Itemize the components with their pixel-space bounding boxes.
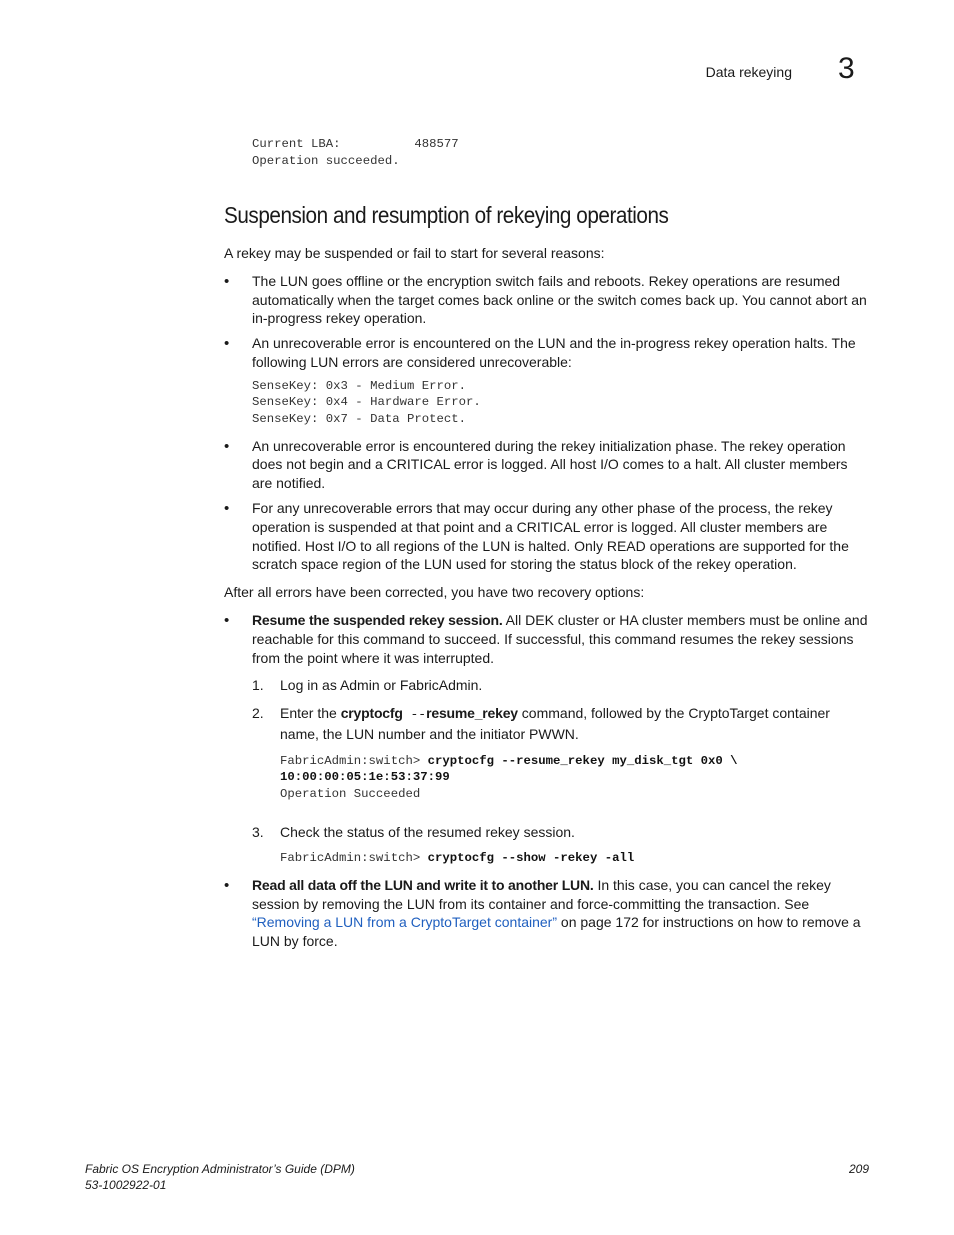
option-lead: Read all data off the LUN and write it to another LUN. xyxy=(252,876,594,893)
step-text: Check the status of the resumed rekey session. xyxy=(280,823,575,840)
show-command-code-block xyxy=(280,850,870,867)
code-line: SenseKey: 0x4 - Hardware Error. xyxy=(252,395,481,410)
option-text: All DEK cluster or HA cluster members must be online and reachable for this command to succeed. If successful, this command resumes the rekey sessions from the point where it was interrupted. xyxy=(252,611,868,666)
list-item xyxy=(224,876,870,951)
reasons-list xyxy=(224,272,870,574)
option-text-post: on page 172 for instructions on how to remove a LUN by force. xyxy=(252,914,861,950)
step-text-pre: Enter the xyxy=(280,705,341,722)
list-item-text: An unrecoverable error is encountered on the LUN and the in-progress rekey operation halts. The following LUN errors are considered unrecoverable: xyxy=(252,335,856,370)
step-item xyxy=(252,676,870,695)
list-item xyxy=(224,334,870,427)
running-header-section: Data rekeying xyxy=(705,64,792,80)
step-text-post: command, followed by the CryptoTarget container name, the LUN number and the initiator PWWN. xyxy=(280,705,830,742)
code-line: Current LBA: 488577 xyxy=(252,137,459,151)
list-item xyxy=(224,437,870,493)
list-item xyxy=(224,499,870,574)
command-name: cryptocfg xyxy=(340,705,403,722)
list-item xyxy=(224,272,870,328)
recovery-options-list xyxy=(224,611,870,951)
bullet-icon xyxy=(224,437,252,457)
section-title: Suspension and resumption of rekeying operations xyxy=(224,202,669,228)
code-command: cryptocfg --show -rekey -all xyxy=(427,851,635,866)
procedure-steps xyxy=(252,676,870,867)
option-lead: Resume the suspended rekey session. xyxy=(252,611,503,628)
code-result: Operation Succeeded xyxy=(280,786,421,801)
list-item-text: The LUN goes offline or the encryption switch fails and reboots. Rekey operations are resumed automatically when the target comes back online or the switch comes back up. You cannot abort an in-progress rekey operation. xyxy=(252,272,867,327)
recovery-intro-paragraph: After all errors have been corrected, you have two recovery options: xyxy=(224,584,645,601)
step-number: 2. xyxy=(252,705,264,722)
page-number: 209 xyxy=(848,1162,869,1176)
step-number: 1. xyxy=(252,677,264,694)
command-option: resume_rekey xyxy=(426,705,518,722)
main-content xyxy=(224,244,870,951)
option-text: In this case, you can cancel the rekey session by removing the LUN from its container and force-committing the transaction. See xyxy=(252,876,831,912)
list-item xyxy=(224,611,870,867)
bullet-icon xyxy=(224,334,252,354)
bullet-icon xyxy=(224,611,252,631)
chapter-number: 3 xyxy=(838,52,855,85)
resume-command-code-block xyxy=(280,753,870,803)
code-line: Operation succeeded. xyxy=(252,153,400,168)
footer-doc-info xyxy=(85,1161,355,1193)
code-command-continued: 10:00:00:05:1e:53:37:99 xyxy=(280,770,450,785)
step-text: Log in as Admin or FabricAdmin. xyxy=(280,677,483,694)
intro-paragraph: A rekey may be suspended or fail to start for several reasons: xyxy=(224,245,605,261)
footer-doc-number: 53-1002922-01 xyxy=(85,1178,167,1192)
cross-reference-link[interactable]: “Removing a LUN from a CryptoTarget container” xyxy=(252,914,558,931)
command-dash: -- xyxy=(402,707,427,723)
sense-key-code-block xyxy=(252,378,870,428)
code-command: cryptocfg --resume_rekey my_disk_tgt 0x0 \ xyxy=(427,753,738,768)
top-code-block xyxy=(252,136,459,169)
bullet-icon xyxy=(224,499,252,519)
step-item xyxy=(252,823,870,867)
bullet-icon xyxy=(224,272,252,292)
step-item xyxy=(252,704,870,802)
code-line: SenseKey: 0x3 - Medium Error. xyxy=(252,378,467,393)
list-item-text: For any unrecoverable errors that may occur during any other phase of the process, the rekey operation is suspended at that point and a CRITICAL error is logged. All cluster members are notified. Host I/O to all regions of the LUN is halted. Only READ operations are supported for the scratch space region of the LUN used for storing the status block of the rekey operation. xyxy=(252,499,849,573)
code-prompt: FabricAdmin:switch> xyxy=(280,753,428,768)
step-number: 3. xyxy=(252,823,264,840)
list-item-text: An unrecoverable error is encountered during the rekey initialization phase. The rekey operation does not begin and a CRITICAL error is logged. All host I/O comes to a halt. All cluster members are notified. xyxy=(252,437,848,492)
bullet-icon xyxy=(224,876,252,896)
code-prompt: FabricAdmin:switch> xyxy=(280,851,428,866)
footer-title: Fabric OS Encryption Administrator’s Guide (DPM) xyxy=(85,1162,355,1176)
code-line: SenseKey: 0x7 - Data Protect. xyxy=(252,411,467,426)
